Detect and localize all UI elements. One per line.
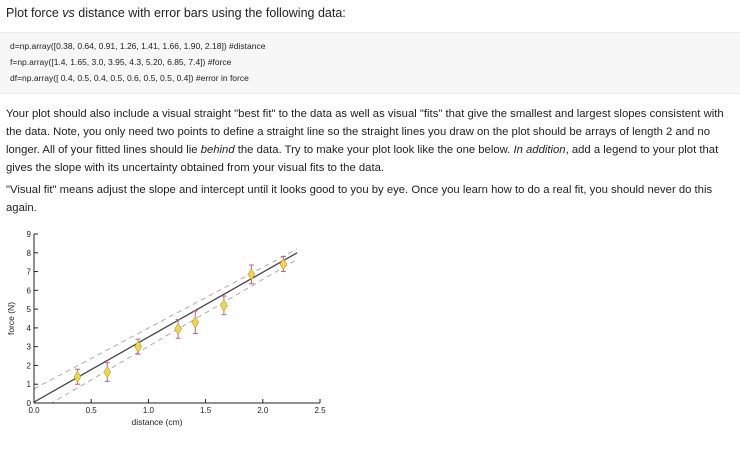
data-point — [248, 269, 255, 280]
heading-text: Plot force — [6, 6, 63, 20]
best-fit-line — [34, 253, 297, 402]
x-axis-label: distance (cm) — [131, 417, 183, 427]
y-tick-label: 4 — [26, 323, 31, 333]
x-tick-label: 2.5 — [314, 406, 326, 415]
y-tick-label: 5 — [26, 305, 31, 315]
x-tick-label: 2.0 — [257, 406, 269, 415]
heading-emphasis: vs — [62, 6, 75, 20]
data-point — [175, 323, 182, 334]
code-line-force: f=np.array([1.4, 1.65, 3.0, 3.95, 4.3, 5.20, 6.85, 7.4]) #force — [10, 57, 232, 67]
bound-fit-line-1 — [34, 249, 297, 389]
y-axis-label: force (N) — [6, 301, 16, 336]
data-point — [192, 317, 199, 328]
y-tick-label: 2 — [26, 361, 31, 371]
y-tick-label: 1 — [26, 380, 31, 390]
paragraph-text: Your plot should also include a visual straight "best fit" to the data as well as visual "fits" that give the smallest and largest slopes consistent with the data. Note, you only need two points to define a straight line so the straight lines you draw on the plot should be arrays of length 2 and no longer. All of your fitted lines should lie — [6, 108, 724, 156]
data-point — [280, 259, 287, 270]
y-tick-label: 3 — [26, 342, 31, 352]
y-tick-label: 8 — [26, 248, 31, 258]
bound-fit-line-2 — [34, 259, 297, 413]
y-tick-label: 6 — [26, 286, 31, 296]
paragraph-emphasis-behind: behind — [200, 144, 235, 156]
force-distance-chart — [0, 228, 345, 438]
x-tick-label: 1.5 — [200, 406, 212, 415]
y-tick-label: 7 — [26, 267, 31, 277]
data-point — [220, 300, 227, 311]
data-point — [74, 371, 81, 382]
y-tick-label: 0 — [26, 399, 31, 408]
instructions-heading — [6, 6, 346, 20]
paragraph-text: the data. Try to make your plot look like the one below. — [234, 144, 514, 156]
x-tick-label: 0.0 — [28, 406, 40, 415]
x-tick-label: 1.0 — [142, 406, 154, 415]
heading-text-end: distance with error bars using the following data: — [74, 6, 346, 20]
data-point — [104, 367, 111, 378]
paragraph-text: , add a legend to your plot that gives the slope with its uncertainty obtained from your visual fits to the data. — [6, 144, 719, 174]
code-line-error: df=np.array([ 0.4, 0.5, 0.4, 0.5, 0.6, 0.5, 0.5, 0.4]) #error in force — [10, 73, 249, 83]
code-block — [0, 32, 740, 94]
x-tick-label: 0.5 — [85, 406, 97, 415]
visual-fit-paragraph: "Visual fit" means adjust the slope and intercept until it looks good to you by eye. Once you learn how to do a real fit, you should never do this again. — [6, 184, 713, 214]
data-point — [135, 341, 142, 352]
instructions-paragraph — [6, 105, 732, 177]
y-tick-label: 9 — [26, 230, 31, 239]
code-line-distance: d=np.array([0.38, 0.64, 0.91, 1.26, 1.41, 1.66, 1.90, 2.18]) #distance — [10, 41, 266, 51]
paragraph-emphasis-in-addition: In addition — [513, 144, 566, 156]
